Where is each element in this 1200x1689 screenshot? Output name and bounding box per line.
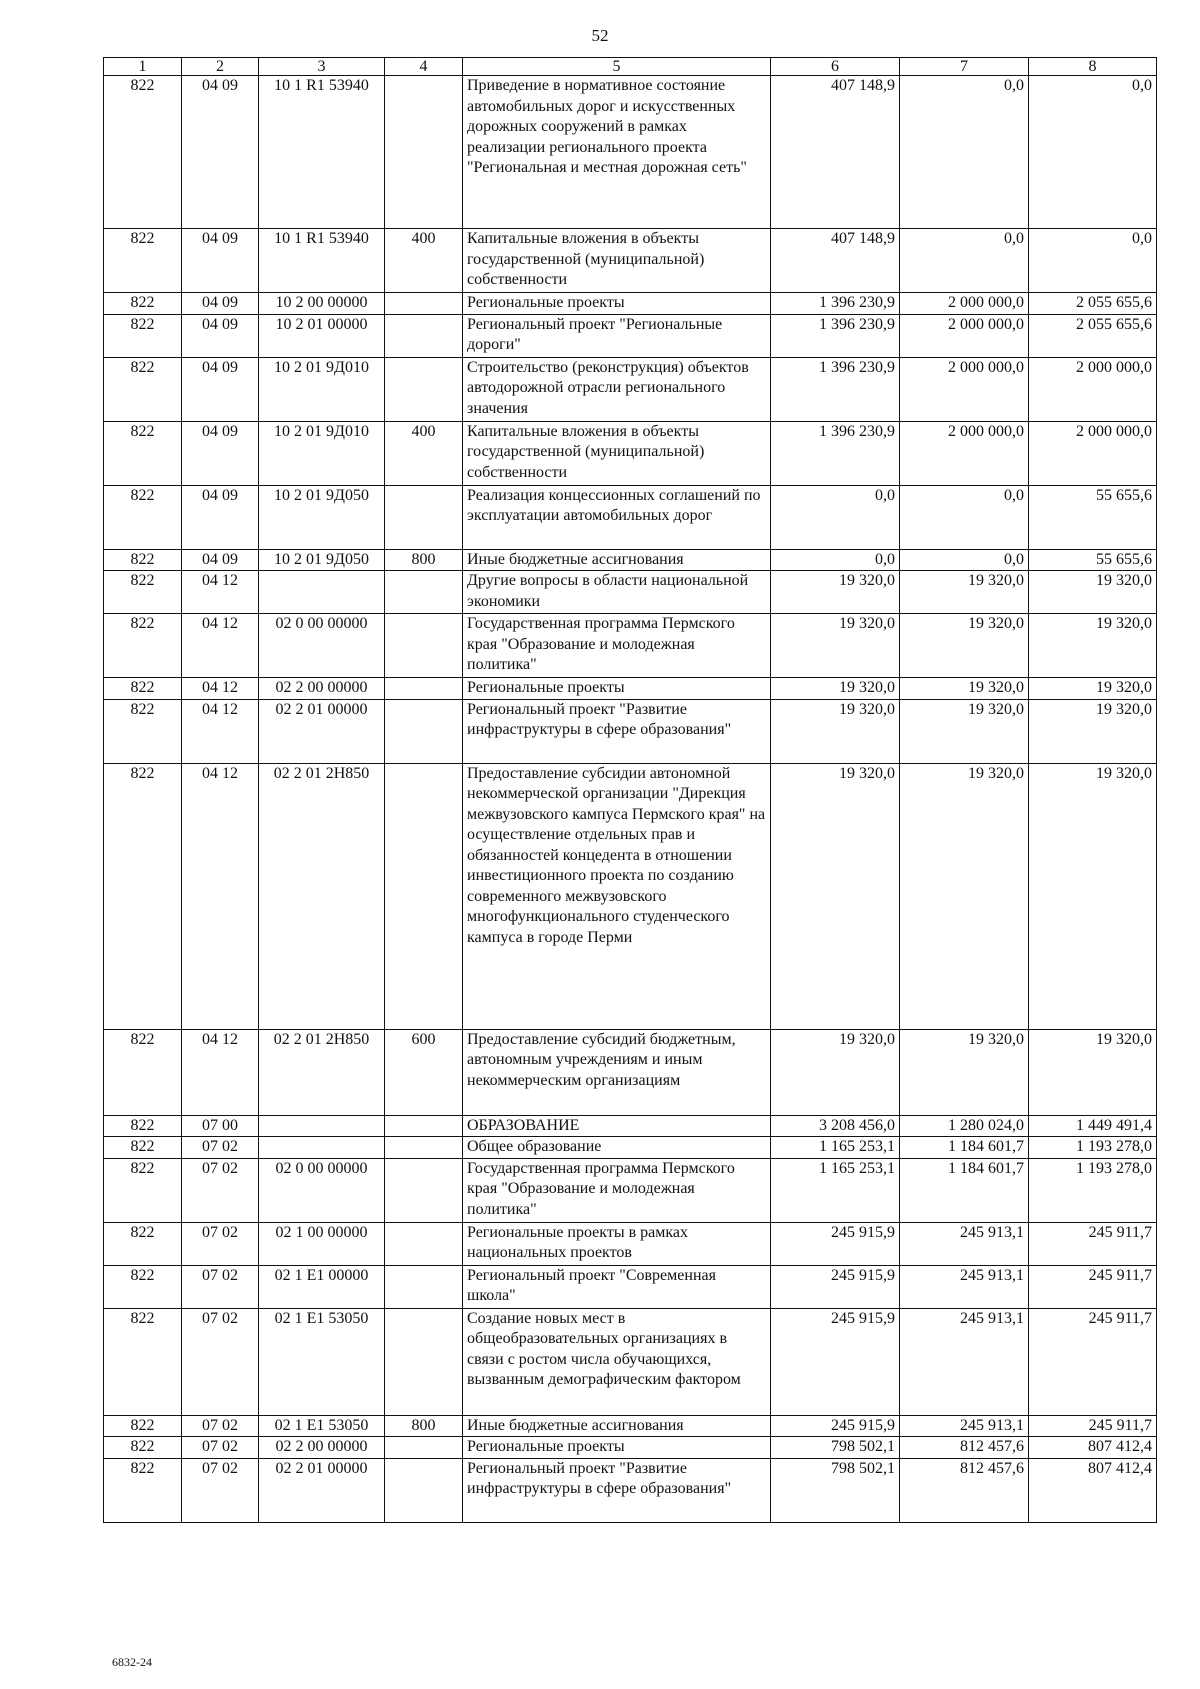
cell-section: 04 09 <box>182 357 259 421</box>
cell-sum-3: 19 320,0 <box>1029 571 1157 614</box>
cell-sum-1: 19 320,0 <box>771 678 900 700</box>
table-row <box>104 549 1157 571</box>
cell-target-article: 02 0 00 00000 <box>259 614 385 678</box>
header-row <box>104 58 1157 76</box>
cell-sum-2: 2 000 000,0 <box>900 314 1029 357</box>
table-row <box>104 699 1157 763</box>
cell-sum-1: 19 320,0 <box>771 1029 900 1115</box>
cell-name: Иные бюджетные ассигнования <box>463 549 771 571</box>
budget-table <box>103 57 1157 1523</box>
cell-sum-1: 19 320,0 <box>771 763 900 1029</box>
table-row <box>104 1029 1157 1115</box>
cell-sum-1: 3 208 456,0 <box>771 1115 900 1137</box>
table-row <box>104 1115 1157 1137</box>
cell-name: ОБРАЗОВАНИЕ <box>463 1115 771 1137</box>
cell-expense-type <box>385 763 463 1029</box>
cell-sum-3: 0,0 <box>1029 76 1157 229</box>
cell-section: 04 09 <box>182 421 259 485</box>
cell-name: Региональные проекты <box>463 678 771 700</box>
cell-expense-type <box>385 614 463 678</box>
table-row <box>104 293 1157 315</box>
cell-expense-type <box>385 1265 463 1308</box>
cell-expense-type <box>385 1437 463 1459</box>
table-row <box>104 76 1157 229</box>
cell-sum-2: 0,0 <box>900 549 1029 571</box>
cell-grbs: 822 <box>104 293 182 315</box>
table-row <box>104 1137 1157 1159</box>
cell-name: Общее образование <box>463 1137 771 1159</box>
cell-section: 07 02 <box>182 1265 259 1308</box>
cell-target-article: 02 1 E1 53050 <box>259 1308 385 1415</box>
cell-target-article: 10 2 01 9Д010 <box>259 421 385 485</box>
document-code: 6832-24 <box>112 1655 152 1669</box>
page-number: 52 <box>591 26 609 45</box>
cell-sum-3: 2 000 000,0 <box>1029 421 1157 485</box>
cell-target-article: 02 2 01 00000 <box>259 699 385 763</box>
cell-section: 04 09 <box>182 549 259 571</box>
cell-sum-3: 807 412,4 <box>1029 1458 1157 1522</box>
cell-expense-type: 800 <box>385 1415 463 1437</box>
table-row <box>104 1458 1157 1522</box>
cell-section: 07 02 <box>182 1458 259 1522</box>
cell-grbs: 822 <box>104 1115 182 1137</box>
cell-sum-1: 798 502,1 <box>771 1437 900 1459</box>
cell-name: Иные бюджетные ассигнования <box>463 1415 771 1437</box>
cell-target-article: 02 0 00 00000 <box>259 1158 385 1222</box>
cell-sum-1: 19 320,0 <box>771 614 900 678</box>
cell-section: 04 09 <box>182 485 259 549</box>
cell-grbs: 822 <box>104 76 182 229</box>
cell-sum-1: 407 148,9 <box>771 76 900 229</box>
cell-target-article: 02 2 01 00000 <box>259 1458 385 1522</box>
cell-section: 04 09 <box>182 293 259 315</box>
table-row <box>104 1308 1157 1415</box>
table-row <box>104 314 1157 357</box>
cell-name: Капитальные вложения в объекты государственной (муниципальной) собственности <box>463 229 771 293</box>
cell-name: Другие вопросы в области национальной экономики <box>463 571 771 614</box>
cell-expense-type <box>385 1222 463 1265</box>
cell-sum-1: 245 915,9 <box>771 1415 900 1437</box>
cell-section: 04 09 <box>182 314 259 357</box>
cell-target-article: 10 2 01 9Д010 <box>259 357 385 421</box>
header-cell: 3 <box>259 58 385 76</box>
cell-sum-1: 245 915,9 <box>771 1222 900 1265</box>
cell-expense-type: 400 <box>385 229 463 293</box>
cell-target-article: 02 2 01 2Н850 <box>259 763 385 1029</box>
cell-name: Предоставление субсидий бюджетным, автономным учреждениям и иным некоммерческим организациям <box>463 1029 771 1115</box>
cell-sum-2: 1 280 024,0 <box>900 1115 1029 1137</box>
cell-expense-type <box>385 571 463 614</box>
cell-target-article <box>259 1137 385 1159</box>
cell-sum-3: 19 320,0 <box>1029 678 1157 700</box>
cell-sum-3: 55 655,6 <box>1029 485 1157 549</box>
cell-expense-type <box>385 678 463 700</box>
cell-sum-3: 1 449 491,4 <box>1029 1115 1157 1137</box>
cell-sum-3: 0,0 <box>1029 229 1157 293</box>
table-row <box>104 229 1157 293</box>
cell-name: Региональные проекты <box>463 1437 771 1459</box>
cell-section: 07 02 <box>182 1308 259 1415</box>
cell-name: Капитальные вложения в объекты государственной (муниципальной) собственности <box>463 421 771 485</box>
cell-expense-type <box>385 1115 463 1137</box>
cell-expense-type <box>385 293 463 315</box>
cell-sum-2: 19 320,0 <box>900 1029 1029 1115</box>
cell-sum-3: 245 911,7 <box>1029 1308 1157 1415</box>
cell-sum-1: 798 502,1 <box>771 1458 900 1522</box>
cell-grbs: 822 <box>104 614 182 678</box>
cell-sum-3: 807 412,4 <box>1029 1437 1157 1459</box>
cell-sum-2: 2 000 000,0 <box>900 357 1029 421</box>
cell-sum-2: 245 913,1 <box>900 1222 1029 1265</box>
cell-expense-type <box>385 76 463 229</box>
cell-sum-2: 2 000 000,0 <box>900 421 1029 485</box>
cell-section: 04 12 <box>182 763 259 1029</box>
cell-sum-2: 0,0 <box>900 76 1029 229</box>
cell-sum-2: 812 457,6 <box>900 1437 1029 1459</box>
table-row <box>104 763 1157 1029</box>
cell-grbs: 822 <box>104 678 182 700</box>
cell-grbs: 822 <box>104 1415 182 1437</box>
table-row <box>104 485 1157 549</box>
cell-sum-2: 19 320,0 <box>900 763 1029 1029</box>
cell-name: Реализация концессионных соглашений по эксплуатации автомобильных дорог <box>463 485 771 549</box>
cell-target-article: 10 1 R1 53940 <box>259 229 385 293</box>
cell-expense-type <box>385 314 463 357</box>
cell-target-article: 10 2 01 9Д050 <box>259 485 385 549</box>
cell-sum-1: 1 396 230,9 <box>771 357 900 421</box>
header-cell: 6 <box>771 58 900 76</box>
cell-target-article: 02 1 E1 00000 <box>259 1265 385 1308</box>
cell-target-article: 02 2 01 2Н850 <box>259 1029 385 1115</box>
cell-section: 07 02 <box>182 1437 259 1459</box>
header-cell: 8 <box>1029 58 1157 76</box>
cell-sum-2: 19 320,0 <box>900 614 1029 678</box>
cell-target-article: 02 1 00 00000 <box>259 1222 385 1265</box>
cell-section: 04 12 <box>182 678 259 700</box>
cell-sum-3: 19 320,0 <box>1029 763 1157 1029</box>
cell-section: 04 09 <box>182 76 259 229</box>
cell-sum-3: 245 911,7 <box>1029 1265 1157 1308</box>
cell-sum-3: 1 193 278,0 <box>1029 1158 1157 1222</box>
header-cell: 7 <box>900 58 1029 76</box>
cell-sum-3: 245 911,7 <box>1029 1415 1157 1437</box>
cell-sum-2: 245 913,1 <box>900 1308 1029 1415</box>
cell-grbs: 822 <box>104 763 182 1029</box>
cell-sum-3: 245 911,7 <box>1029 1222 1157 1265</box>
table-row <box>104 571 1157 614</box>
cell-section: 04 12 <box>182 614 259 678</box>
cell-sum-1: 407 148,9 <box>771 229 900 293</box>
cell-expense-type <box>385 485 463 549</box>
cell-name: Региональный проект "Региональные дороги" <box>463 314 771 357</box>
cell-sum-2: 1 184 601,7 <box>900 1158 1029 1222</box>
cell-grbs: 822 <box>104 1308 182 1415</box>
cell-grbs: 822 <box>104 1437 182 1459</box>
cell-name: Региональный проект "Развитие инфраструктуры в сфере образования" <box>463 1458 771 1522</box>
cell-grbs: 822 <box>104 1458 182 1522</box>
cell-section: 07 02 <box>182 1158 259 1222</box>
cell-expense-type <box>385 1458 463 1522</box>
cell-target-article: 02 2 00 00000 <box>259 1437 385 1459</box>
cell-sum-3: 55 655,6 <box>1029 549 1157 571</box>
header-cell: 5 <box>463 58 771 76</box>
table-row <box>104 1222 1157 1265</box>
cell-sum-3: 19 320,0 <box>1029 699 1157 763</box>
cell-grbs: 822 <box>104 1158 182 1222</box>
cell-sum-1: 1 396 230,9 <box>771 421 900 485</box>
cell-name: Создание новых мест в общеобразовательных организациях в связи с ростом числа обучающихся, вызванным демографическим фактором <box>463 1308 771 1415</box>
cell-sum-1: 1 165 253,1 <box>771 1137 900 1159</box>
cell-sum-1: 0,0 <box>771 485 900 549</box>
table-row <box>104 1437 1157 1459</box>
cell-sum-1: 245 915,9 <box>771 1265 900 1308</box>
cell-sum-3: 1 193 278,0 <box>1029 1137 1157 1159</box>
cell-sum-2: 19 320,0 <box>900 699 1029 763</box>
cell-section: 07 02 <box>182 1137 259 1159</box>
cell-sum-1: 19 320,0 <box>771 699 900 763</box>
cell-sum-3: 19 320,0 <box>1029 614 1157 678</box>
cell-sum-3: 2 000 000,0 <box>1029 357 1157 421</box>
table-row <box>104 357 1157 421</box>
cell-name: Государственная программа Пермского края "Образование и молодежная политика" <box>463 614 771 678</box>
cell-sum-2: 19 320,0 <box>900 678 1029 700</box>
table-row <box>104 1415 1157 1437</box>
cell-sum-2: 812 457,6 <box>900 1458 1029 1522</box>
cell-name: Государственная программа Пермского края "Образование и молодежная политика" <box>463 1158 771 1222</box>
cell-expense-type <box>385 699 463 763</box>
cell-expense-type: 800 <box>385 549 463 571</box>
cell-section: 07 02 <box>182 1415 259 1437</box>
cell-section: 04 12 <box>182 571 259 614</box>
cell-grbs: 822 <box>104 549 182 571</box>
cell-name: Региональный проект "Современная школа" <box>463 1265 771 1308</box>
cell-name: Региональные проекты <box>463 293 771 315</box>
cell-target-article: 10 2 00 00000 <box>259 293 385 315</box>
header-cell: 1 <box>104 58 182 76</box>
cell-sum-3: 2 055 655,6 <box>1029 293 1157 315</box>
cell-grbs: 822 <box>104 421 182 485</box>
cell-target-article: 10 1 R1 53940 <box>259 76 385 229</box>
cell-sum-1: 1 396 230,9 <box>771 314 900 357</box>
cell-sum-2: 0,0 <box>900 229 1029 293</box>
cell-sum-1: 1 396 230,9 <box>771 293 900 315</box>
cell-sum-2: 245 913,1 <box>900 1415 1029 1437</box>
cell-sum-2: 0,0 <box>900 485 1029 549</box>
cell-name: Приведение в нормативное состояние автомобильных дорог и искусственных дорожных сооружений в рамках реализации регионального проекта "Региональная и местная дорожная сеть" <box>463 76 771 229</box>
header-cell: 2 <box>182 58 259 76</box>
cell-target-article: 10 2 01 00000 <box>259 314 385 357</box>
cell-expense-type: 600 <box>385 1029 463 1115</box>
cell-section: 04 09 <box>182 229 259 293</box>
cell-sum-1: 245 915,9 <box>771 1308 900 1415</box>
cell-sum-3: 2 055 655,6 <box>1029 314 1157 357</box>
cell-sum-1: 0,0 <box>771 549 900 571</box>
cell-expense-type <box>385 357 463 421</box>
cell-sum-2: 1 184 601,7 <box>900 1137 1029 1159</box>
cell-expense-type <box>385 1308 463 1415</box>
table-row <box>104 1158 1157 1222</box>
cell-grbs: 822 <box>104 1029 182 1115</box>
cell-grbs: 822 <box>104 1222 182 1265</box>
cell-sum-2: 2 000 000,0 <box>900 293 1029 315</box>
table-row <box>104 1265 1157 1308</box>
table-row <box>104 678 1157 700</box>
header-cell: 4 <box>385 58 463 76</box>
cell-sum-1: 1 165 253,1 <box>771 1158 900 1222</box>
cell-target-article: 02 2 00 00000 <box>259 678 385 700</box>
cell-sum-2: 19 320,0 <box>900 571 1029 614</box>
table-row <box>104 421 1157 485</box>
cell-grbs: 822 <box>104 357 182 421</box>
cell-grbs: 822 <box>104 314 182 357</box>
table-row <box>104 614 1157 678</box>
cell-target-article: 02 1 E1 53050 <box>259 1415 385 1437</box>
cell-section: 07 02 <box>182 1222 259 1265</box>
cell-name: Строительство (реконструкция) объектов автодорожной отрасли регионального значения <box>463 357 771 421</box>
cell-target-article <box>259 1115 385 1137</box>
cell-name: Предоставление субсидии автономной некоммерческой организации "Дирекция межвузовского кампуса Пермского края" на осуществление отдельных прав и обязанностей концедента в отношении инвестиционного проекта по созданию современного межвузовского многофункционального студенческого кампуса в городе Перми <box>463 763 771 1029</box>
cell-expense-type: 400 <box>385 421 463 485</box>
cell-sum-1: 19 320,0 <box>771 571 900 614</box>
cell-target-article <box>259 571 385 614</box>
cell-section: 07 00 <box>182 1115 259 1137</box>
cell-grbs: 822 <box>104 1265 182 1308</box>
cell-expense-type <box>385 1137 463 1159</box>
cell-grbs: 822 <box>104 571 182 614</box>
cell-expense-type <box>385 1158 463 1222</box>
cell-section: 04 12 <box>182 1029 259 1115</box>
cell-target-article: 10 2 01 9Д050 <box>259 549 385 571</box>
cell-sum-3: 19 320,0 <box>1029 1029 1157 1115</box>
cell-grbs: 822 <box>104 1137 182 1159</box>
cell-name: Региональный проект "Развитие инфраструктуры в сфере образования" <box>463 699 771 763</box>
cell-grbs: 822 <box>104 699 182 763</box>
cell-name: Региональные проекты в рамках национальных проектов <box>463 1222 771 1265</box>
cell-grbs: 822 <box>104 229 182 293</box>
cell-grbs: 822 <box>104 485 182 549</box>
cell-sum-2: 245 913,1 <box>900 1265 1029 1308</box>
cell-section: 04 12 <box>182 699 259 763</box>
